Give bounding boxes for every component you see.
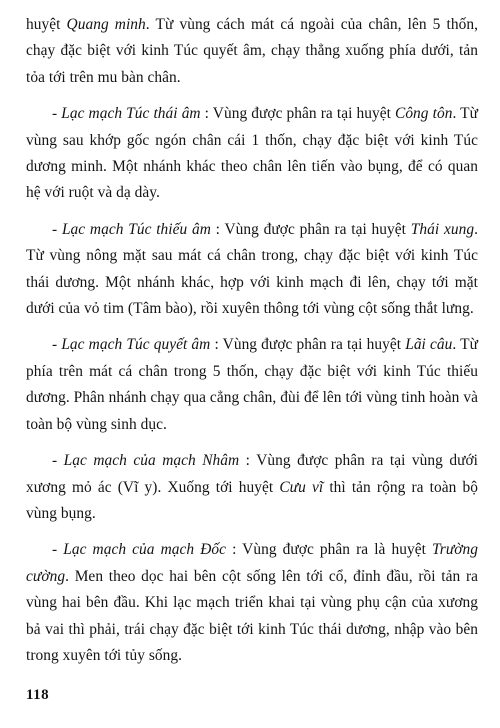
italic-term: Lạc mạch của mạch Đốc — [63, 541, 226, 559]
italic-term: Lạc mạch Túc thiếu âm — [61, 220, 211, 238]
italic-term: Lãi câu — [405, 336, 453, 354]
paragraph-lac-mach-tuc-quyet-am — [26, 332, 478, 438]
text-run: - — [52, 220, 62, 238]
text-run: thì tản rộng ra toàn bộ vùng bụng. — [26, 478, 478, 522]
page-body — [26, 12, 478, 679]
paragraph-continuation — [26, 12, 478, 91]
italic-term: Lạc mạch Túc quyết âm — [61, 336, 211, 354]
text-run: - — [52, 452, 64, 470]
paragraph-lac-mach-doc — [26, 537, 478, 669]
text-run: . Từ phía trên mát cá chân trong 5 thốn, chạy đặc biệt với kinh Túc thiếu dương. Phân nhánh chạy qua cẳng chân, đùi để lên tới vùng tinh hoàn và toàn bộ vùng sinh dục. — [26, 336, 478, 433]
text-run: . Từ vùng nông mặt sau mát cá chân trong, chạy đặc biệt với kinh Túc thái dương. Một nhánh khác, hợp với kinh mạch đi lên, chạy tới mặt dưới của vỏ tim (Tâm bào), rồi xuyên thông tới vùng cột sống thắt lưng. — [26, 220, 478, 318]
paragraph-lac-mach-tuc-thai-am — [26, 101, 478, 207]
text-run: - — [52, 105, 62, 123]
italic-term: Lạc mạch của mạch Nhâm — [63, 452, 240, 470]
italic-term: Thái xung — [410, 220, 475, 238]
text-run: : Vùng được phân ra tại huyệt — [210, 220, 411, 238]
text-run: . Từ vùng cách mát cá ngoài của chân, lên 5 thốn, chạy đặc biệt với kinh Túc quyết âm, chạy thẳng xuống phía dưới, tản tỏa tới trên mu bàn chân. — [26, 16, 478, 86]
italic-term: Trường cường — [26, 541, 479, 585]
paragraph-lac-mach-tuc-thieu-am — [26, 217, 478, 323]
italic-term: Công tôn — [395, 105, 453, 123]
text-run: : Vùng được phân ra tại vùng dưới xương mỏ ác (Vĩ y). Xuống tới huyệt — [26, 452, 478, 496]
italic-term: Quang minh — [66, 16, 146, 33]
text-run: . Men theo dọc hai bên cột sống lên tới cổ, đỉnh đầu, rồi tản ra vùng hai bên đầu. Khi lạc mạch triển khai tại vùng phụ cận của xương bả vai thì phải, trái chạy đặc biệt tới kinh Túc thái dương, nhập vào bên trong xuyên tới tủy sống. — [26, 567, 478, 664]
text-run: : Vùng được phân ra tại huyệt — [210, 336, 406, 354]
text-run: - — [52, 336, 62, 354]
page-number: 118 — [26, 687, 50, 703]
text-run: : Vùng được phân ra là huyệt — [226, 541, 433, 559]
text-run: huyệt — [26, 16, 67, 33]
italic-term: Cưu vĩ — [279, 478, 324, 496]
text-run: - — [52, 541, 64, 559]
paragraph-lac-mach-nham — [26, 448, 478, 527]
italic-term: Lạc mạch Túc thái âm — [61, 105, 201, 123]
text-run: : Vùng được phân ra tại huyệt — [200, 105, 395, 123]
text-run: . Từ vùng sau khớp gốc ngón chân cái 1 thốn, chạy đặc biệt với kinh Túc dương minh. Một nhánh khác theo chân lên tiến vào bụng, để có quan hệ với ruột và dạ dày. — [26, 105, 478, 202]
